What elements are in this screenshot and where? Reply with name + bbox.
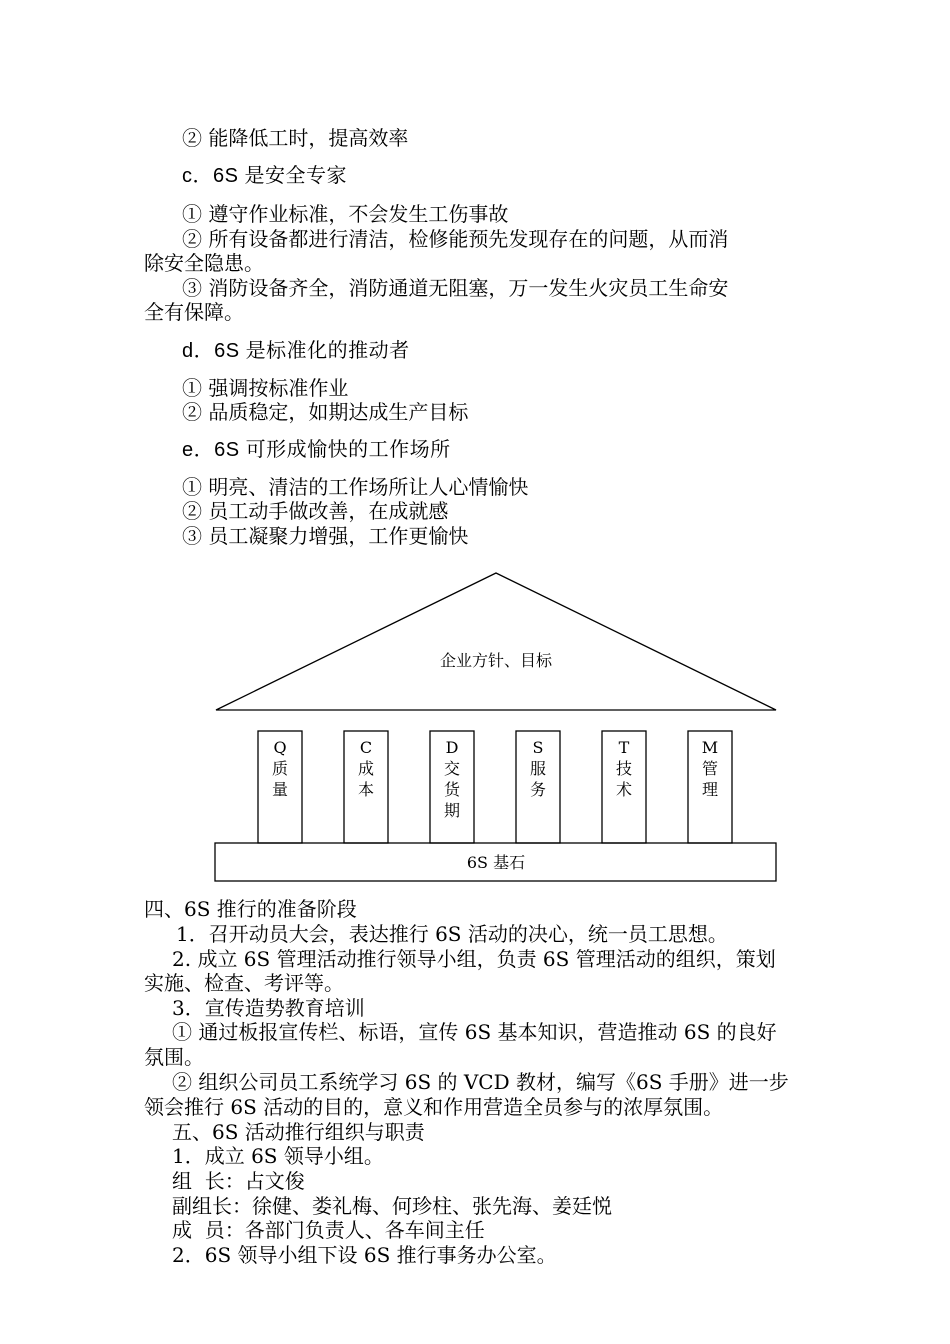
pillar-q xyxy=(258,731,302,843)
text-line: 全有保障。 xyxy=(144,300,244,324)
section-heading: 五、6S 活动推行组织与职责 xyxy=(172,1120,425,1144)
text-line: ② 能降低工时，提高效率 xyxy=(182,126,409,150)
text-line: 组 长：占文俊 xyxy=(172,1169,305,1193)
pillar-letter: D xyxy=(445,738,459,757)
subheading-d: d．6S 是标准化的推动者 xyxy=(182,340,410,362)
pillar-letter: S xyxy=(532,738,544,757)
text-line: ① 强调按标准作业 xyxy=(182,376,349,400)
pillar-char: 管 xyxy=(701,759,719,778)
roof-label: 企业方针、目标 xyxy=(439,651,553,670)
pillar-char: 本 xyxy=(357,780,375,799)
pillar-m xyxy=(688,731,732,843)
pillar-d xyxy=(430,731,474,843)
text-line: 3．宣传造势教育培训 xyxy=(172,996,365,1020)
pillar-char: 术 xyxy=(615,780,633,799)
text-line: 2. 成立 6S 管理活动推行领导小组，负责 6S 管理活动的组织，策划 xyxy=(172,947,776,971)
text-line: ① 明亮、清洁的工作场所让人心情愉快 xyxy=(182,475,529,499)
text-line: ② 品质稳定，如期达成生产目标 xyxy=(182,400,469,424)
pillar-char: 成 xyxy=(357,759,375,778)
text-line: ② 所有设备都进行清洁，检修能预先发现存在的问题，从而消 xyxy=(182,227,729,251)
roof xyxy=(216,573,776,710)
subheading-c: c．6S 是安全专家 xyxy=(182,165,348,187)
text-line: 副组长：徐健、娄礼梅、何珍柱、张先海、姜廷悦 xyxy=(172,1194,612,1218)
text-line: ① 通过板报宣传栏、标语，宣传 6S 基本知识，营造推动 6S 的良好 xyxy=(172,1020,777,1044)
text-line: ① 遵守作业标准，不会发生工伤事故 xyxy=(182,202,509,226)
pillar-char: 服 xyxy=(529,759,547,778)
pillar-char: 期 xyxy=(443,801,461,820)
subheading-e: e．6S 可形成愉快的工作场所 xyxy=(182,439,451,461)
pillar-char: 货 xyxy=(443,780,461,799)
base-label: 6S 基石 xyxy=(466,853,526,872)
pillar-letter: Q xyxy=(273,738,287,757)
pillar-c xyxy=(344,731,388,843)
section-heading: 四、6S 推行的准备阶段 xyxy=(144,897,357,921)
pillar-char: 务 xyxy=(529,780,547,799)
pillar-char: 交 xyxy=(443,759,461,778)
text-line: 1．成立 6S 领导小组。 xyxy=(172,1144,384,1168)
pillar-char: 量 xyxy=(271,780,289,799)
6s-house-diagram xyxy=(214,572,778,884)
pillar-t xyxy=(602,731,646,843)
pillar-letter: M xyxy=(701,738,719,757)
text-line: 2．6S 领导小组下设 6S 推行事务办公室。 xyxy=(172,1243,557,1267)
pillar-char: 质 xyxy=(271,759,289,778)
text-line: 成 员：各部门负责人、各车间主任 xyxy=(172,1218,485,1242)
pillar-letter: C xyxy=(359,738,373,757)
text-line: 领会推行 6S 活动的目的，意义和作用营造全员参与的浓厚氛围。 xyxy=(144,1095,724,1119)
pillar-char: 理 xyxy=(701,780,719,799)
text-line: 1．召开动员大会，表达推行 6S 活动的决心，统一员工思想。 xyxy=(176,922,728,946)
pillar-char: 技 xyxy=(615,759,633,778)
text-line: ③ 消防设备齐全，消防通道无阻塞，万一发生火灾员工生命安 xyxy=(182,276,729,300)
text-line: 实施、检查、考评等。 xyxy=(144,971,344,995)
pillar-s xyxy=(516,731,560,843)
text-line: ③ 员工凝聚力增强，工作更愉快 xyxy=(182,524,469,548)
text-line: 除安全隐患。 xyxy=(144,251,264,275)
pillar-letter: T xyxy=(618,738,630,757)
text-line: 氛围。 xyxy=(144,1045,204,1069)
text-line: ② 员工动手做改善，在成就感 xyxy=(182,499,449,523)
text-line: ② 组织公司员工系统学习 6S 的 VCD 教材，编写《6S 手册》进一步 xyxy=(172,1070,789,1094)
